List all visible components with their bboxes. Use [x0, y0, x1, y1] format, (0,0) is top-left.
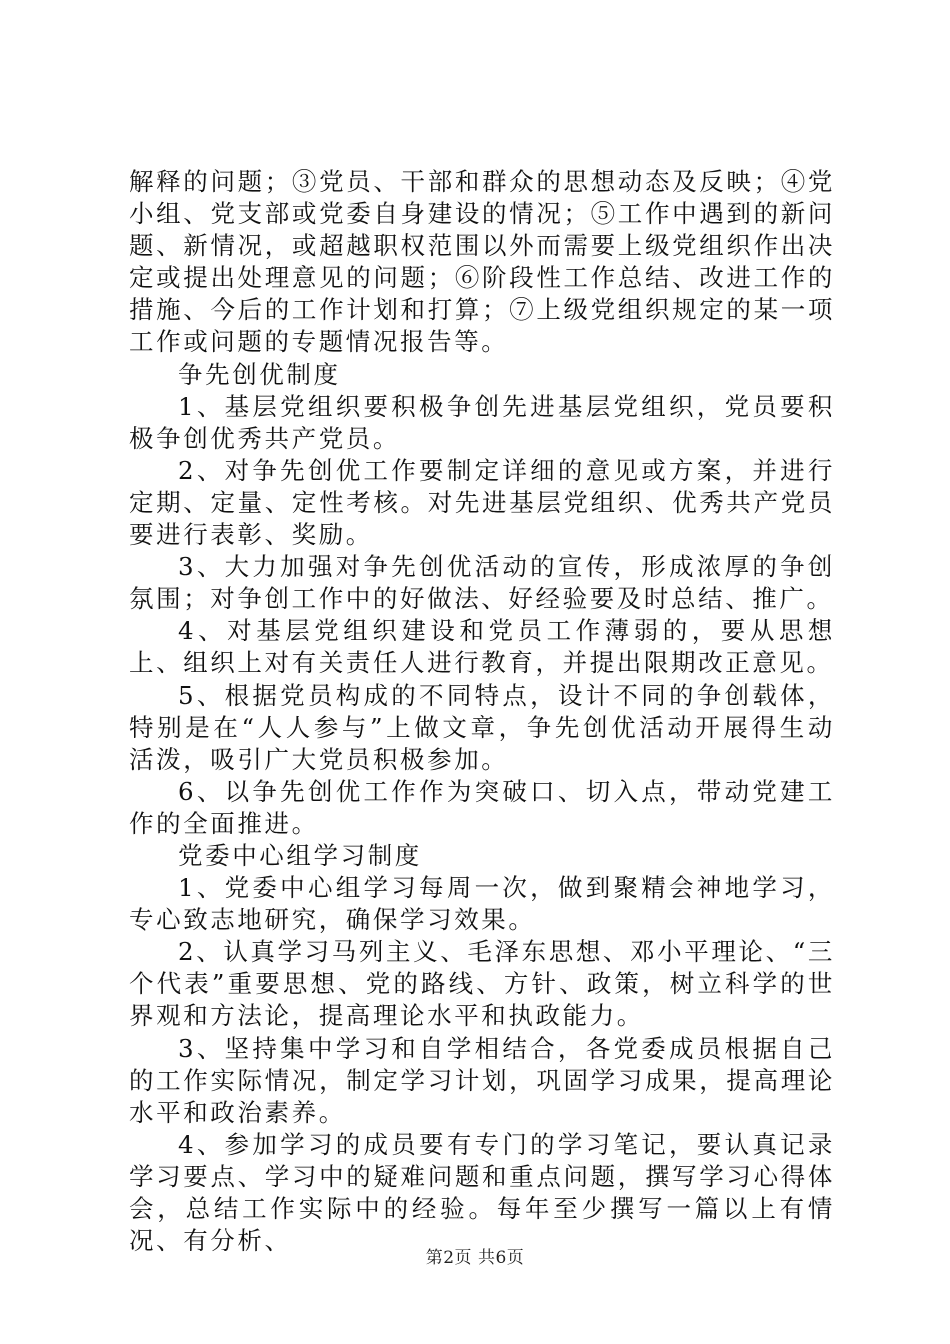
- list-item-zhengxian-1: 1、基层党组织要积极争创先进基层党组织，党员要积极争创优秀共产党员。: [129, 391, 835, 453]
- page-footer: [0, 1243, 950, 1268]
- list-item-zhongxinzu-4: 4、参加学习的成员要有专门的学习笔记，要认真记录学习要点、学习中的疑难问题和重点问题，撰写学习心得体会，总结工作实际中的经验。每年至少撰写一篇以上有情况、有分析、: [129, 1129, 835, 1256]
- paragraph-continuation: 解释的问题；③党员、干部和群众的思想动态及反映；④党小组、党支部或党委自身建设的情况；⑤工作中遇到的新问题、新情况，或超越职权范围以外而需要上级党组织作出决定或提出处理意见的问题；⑥阶段性工作总结、改进工作的措施、今后的工作计划和打算；⑦上级党组织规定的某一项工作或问题的专题情况报告等。: [129, 167, 835, 357]
- list-item-zhengxian-5: 5、根据党员构成的不同特点，设计不同的争创载体，特别是在“人人参与”上做文章，争先创优活动开展得生动活泼，吸引广大党员积极参加。: [129, 680, 835, 774]
- list-item-zhongxinzu-3: 3、坚持集中学习和自学相结合，各党委成员根据自己的工作实际情况，制定学习计划，巩固学习成果，提高理论水平和政治素养。: [129, 1033, 835, 1127]
- page-number-label: 第2页 共6页: [425, 1248, 525, 1268]
- list-item-zhengxian-4: 4、对基层党组织建设和党员工作薄弱的，要从思想上、组织上对有关责任人进行教育，并提出限期改正意见。: [129, 616, 835, 678]
- list-item-zhengxian-3: 3、大力加强对争先创优活动的宣传，形成浓厚的争创氛围；对争创工作中的好做法、好经验要及时总结、推广。: [129, 552, 835, 614]
- list-item-zhengxian-2: 2、对争先创优工作要制定详细的意见或方案，并进行定期、定量、定性考核。对先进基层党组织、优秀共产党员要进行表彰、奖励。: [129, 455, 835, 550]
- list-item-zhongxinzu-2: 2、认真学习马列主义、毛泽东思想、邓小平理论、“三个代表”重要思想、党的路线、方针、政策，树立科学的世界观和方法论，提高理论水平和执政能力。: [129, 937, 835, 1031]
- list-item-zhongxinzu-1: 1、党委中心组学习每周一次，做到聚精会神地学习，专心致志地研究，确保学习效果。: [129, 873, 835, 935]
- list-item-zhengxian-6: 6、以争先创优工作作为突破口、切入点，带动党建工作的全面推进。: [129, 776, 835, 838]
- section-heading-zhengxian: 争先创优制度: [178, 359, 341, 389]
- document-body: [129, 166, 835, 1257]
- section-heading-zhongxinzu: 党委中心组学习制度: [178, 840, 422, 870]
